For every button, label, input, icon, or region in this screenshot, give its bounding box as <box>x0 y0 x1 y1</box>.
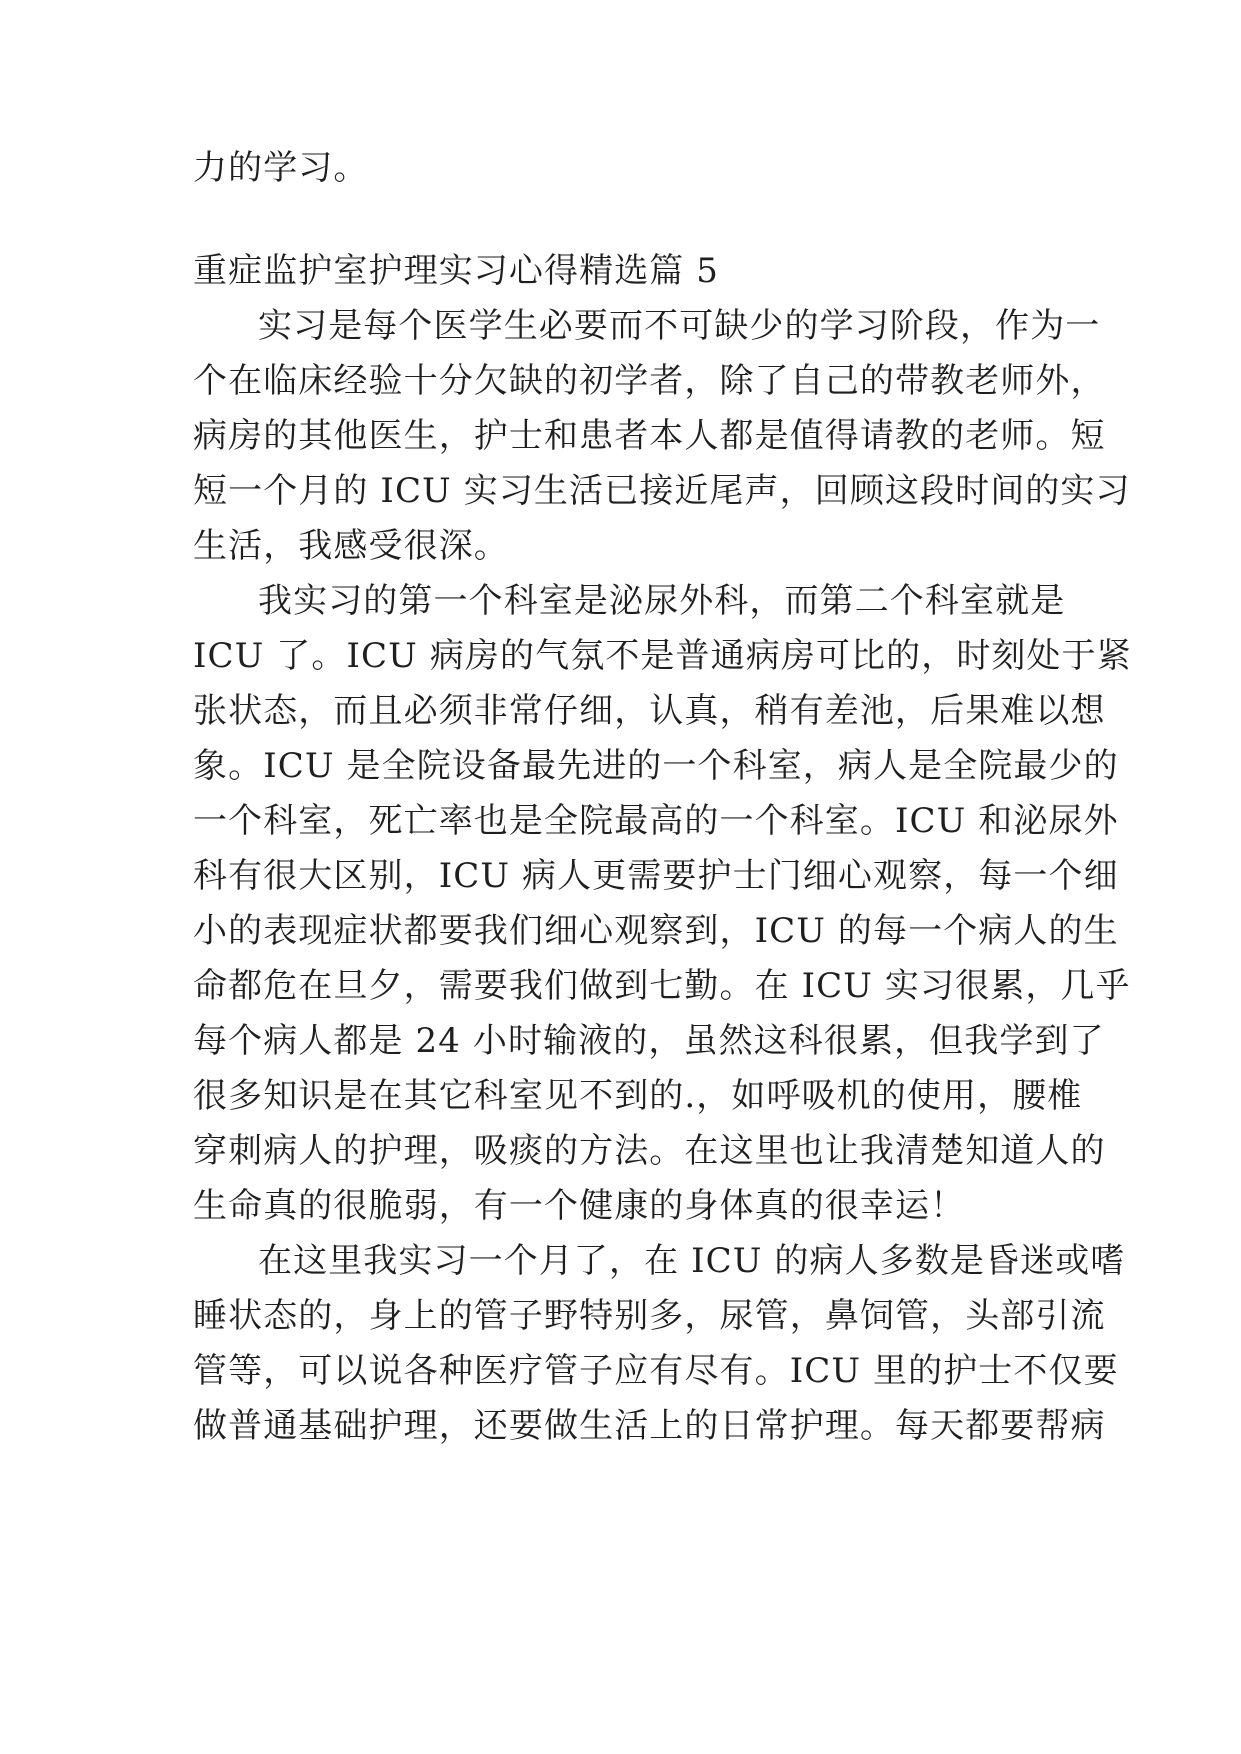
paragraph-line: 命都危在旦夕，需要我们做到七勤。在 ICU 实习很累，几乎 <box>193 966 1131 1006</box>
paragraph-line: 生命真的很脆弱，有一个健康的身体真的很幸运！ <box>193 1186 966 1226</box>
paragraph-line: 睡状态的，身上的管子野特别多，尿管，鼻饲管，头部引流 <box>193 1296 1106 1336</box>
paragraph-line: 实习是每个医学生必要而不可缺少的学习阶段，作为一 <box>258 306 1101 346</box>
paragraph-line: 病房的其他医生，护士和患者本人都是值得请教的老师。短 <box>193 416 1106 456</box>
paragraph-line: 生活，我感受很深。 <box>193 526 509 566</box>
paragraph-line: 穿刺病人的护理，吸痰的方法。在这里也让我清楚知道人的 <box>193 1131 1106 1171</box>
paragraph-line: 短一个月的 ICU 实习生活已接近尾声，回顾这段时间的实习 <box>193 471 1131 511</box>
paragraph-line: 小的表现症状都要我们细心观察到，ICU 的每一个病人的生 <box>193 911 1119 951</box>
paragraph-line: 一个科室，死亡率也是全院最高的一个科室。ICU 和泌尿外 <box>193 801 1119 841</box>
paragraph-line: 很多知识是在其它科室见不到的.，如呼吸机的使用，腰椎 <box>193 1076 1083 1116</box>
paragraph-line: 张状态，而且必须非常仔细，认真，稍有差池，后果难以想 <box>193 691 1106 731</box>
paragraph-line: 象。ICU 是全院设备最先进的一个科室，病人是全院最少的 <box>193 746 1119 786</box>
intro-tail-text: 力的学习。 <box>193 148 369 188</box>
paragraph-line: 个在临床经验十分欠缺的初学者，除了自己的带教老师外， <box>193 361 1106 401</box>
paragraph-line: 每个病人都是 24 小时输液的，虽然这科很累，但我学到了 <box>193 1021 1105 1061</box>
section-heading: 重症监护室护理实习心得精选篇 5 <box>193 251 720 291</box>
paragraph-line: 科有很大区别，ICU 病人更需要护士门细心观察，每一个细 <box>193 856 1119 896</box>
paragraph-line: 在这里我实习一个月了，在 ICU 的病人多数是昏迷或嗜 <box>258 1241 1126 1281</box>
paragraph-line: 做普通基础护理，还要做生活上的日常护理。每天都要帮病 <box>193 1406 1106 1446</box>
paragraph-line: ICU 了。ICU 病房的气氛不是普通病房可比的，时刻处于紧 <box>193 636 1132 676</box>
paragraph-line: 管等，可以说各种医疗管子应有尽有。ICU 里的护士不仅要 <box>193 1351 1119 1391</box>
paragraph-line: 我实习的第一个科室是泌尿外科，而第二个科室就是 <box>258 581 1066 621</box>
